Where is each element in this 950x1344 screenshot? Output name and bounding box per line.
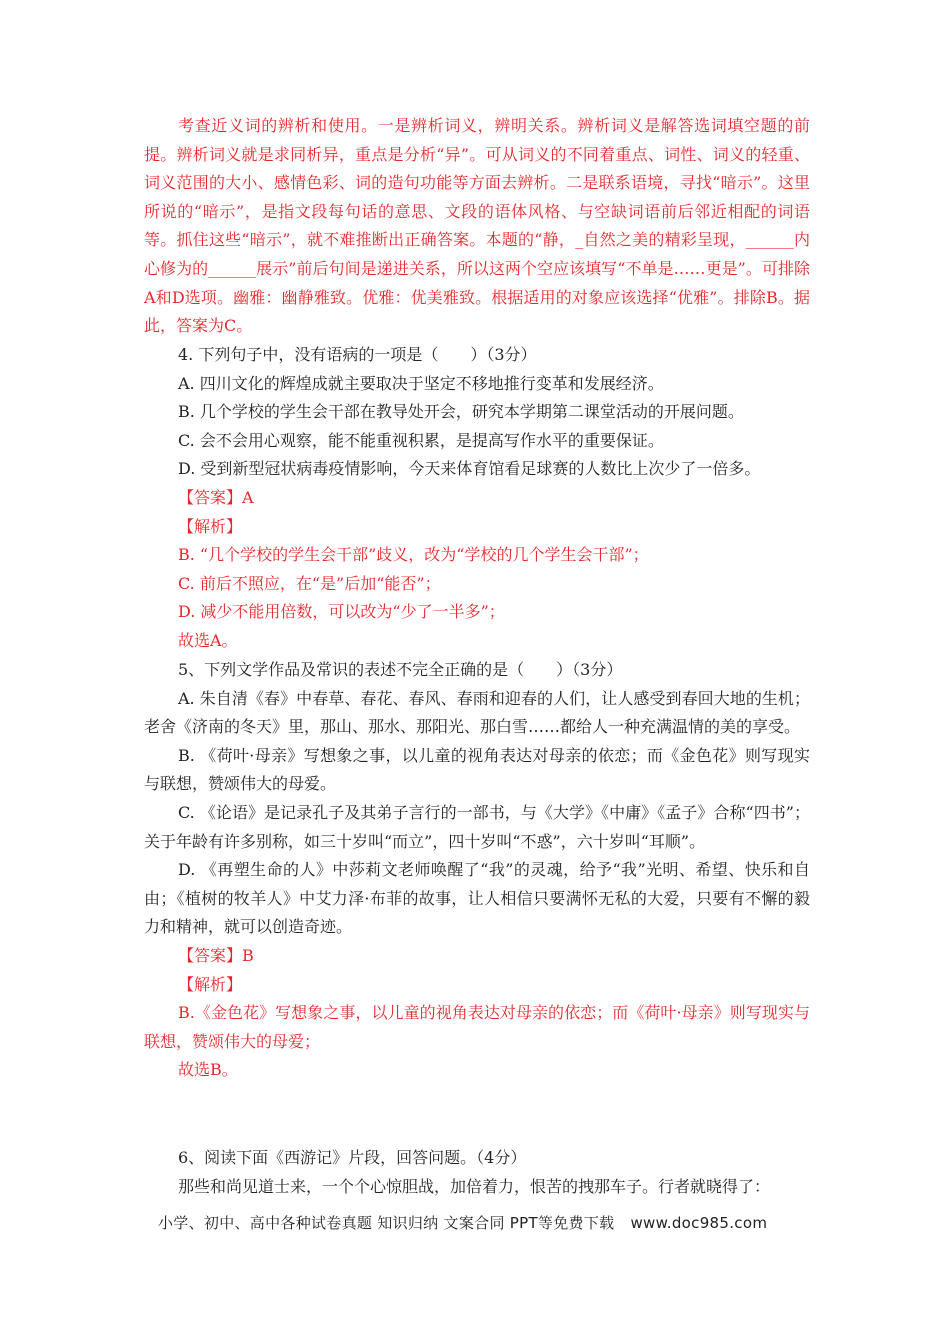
q4-option-a: A. 四川文化的辉煌成就主要取决于坚定不移地推行变革和发展经济。	[178, 373, 664, 393]
q4-stem: 4. 下列句子中，没有语病的一项是（ ）（3分）	[178, 345, 537, 364]
q4-analysis-label: 【解析】	[178, 516, 243, 536]
q5-option-a: A. 朱自清《春》中春草、春花、春风、春雨和迎春的人们，让人感受到春回大地的生机；老舍《济南的冬天》里，那山、那水、那阳光、那白雪……都给人一种充满温情的美的享受。	[144, 688, 810, 737]
q6-passage: 那些和尚见道士来，一个个心惊胆战，加倍着力，恨苦的拽那车子。行者就晓得了：	[178, 1176, 771, 1196]
q4-option-d: D. 受到新型冠状病毒疫情影响，今天来体育馆看足球赛的人数比上次少了一倍多。	[178, 459, 761, 479]
q4-answer: 【答案】A	[178, 487, 254, 507]
question-6	[144, 1144, 810, 1201]
footer-url[interactable]: www.doc985.com	[630, 1214, 768, 1232]
q5-option-d: D. 《再塑生命的人》中莎莉文老师唤醒了“我”的灵魂，给予“我”光明、希望、快乐和自由；《植树的牧羊人》中艾力泽·布菲的故事，让人相信只要满怀无私的大爱，只要有不懈的毅力和精神，就可以创造奇迹。	[144, 860, 810, 937]
q5-option-b: B. 《荷叶·母亲》写想象之事，以儿童的视角表达对母亲的依恋；而《金色花》则写现实与联想，赞颂伟大的母爱。	[144, 745, 810, 794]
q4-conclusion: 故选A。	[178, 630, 238, 650]
q4-analysis-d: D. 减少不能用倍数，可以改为“少了一半多”；	[178, 602, 505, 622]
q5-analysis-label: 【解析】	[178, 974, 243, 994]
q5-option-c: C. 《论语》是记录孔子及其弟子言行的一部书，与《大学》《中庸》《孟子》合称“四书”；关于年龄有许多别称，如三十岁叫“而立”，四十岁叫“不惑”，六十岁叫“耳顺”。	[144, 802, 810, 851]
q5-conclusion: 故选B。	[178, 1060, 238, 1080]
footer-text: 小学、初中、高中各种试卷真题 知识归纳 文案合同 PPT等免费下载	[158, 1214, 615, 1232]
question-5	[144, 656, 810, 1085]
q6-stem: 6、阅读下面《西游记》片段，回答问题。（4分）	[178, 1148, 527, 1167]
q5-stem: 5、下列文学作品及常识的表述不完全正确的是（ ）（3分）	[178, 660, 623, 679]
q5-analysis-b: B.《金色花》写想象之事，以儿童的视角表达对母亲的依恋；而《荷叶·母亲》则写现实与联想，赞颂伟大的母爱；	[144, 1003, 810, 1051]
q4-analysis-c: C. 前后不照应，在“是”后加“能否”；	[178, 573, 441, 593]
question-4	[144, 341, 810, 656]
q4-option-c: C. 会不会用心观察，能不能重视积累，是提高写作水平的重要保证。	[178, 430, 664, 450]
q4-analysis-b: B. “几个学校的学生会干部”歧义，改为“学校的几个学生会干部”；	[178, 545, 649, 565]
analysis-q3	[144, 112, 810, 341]
q4-option-b: B. 几个学校的学生会干部在教导处开会，研究本学期第二课堂活动的开展问题。	[178, 402, 744, 422]
page-footer	[158, 1212, 767, 1233]
analysis-q3-paragraph: 考查近义词的辨析和使用。一是辨析词义，辨明关系。辨析词义是解答选词填空题的前提。辨析词义就是求同析异，重点是分析“异”。可从词义的不同着重点、词性、词义的轻重、词义范围的大小、感情色彩、词的造句功能等方面去辨析。二是联系语境，寻找“暗示”。这里所说的“暗示”，是指文段每句话的意思、文段的语体风格、与空缺词语前后邻近相配的词语等。抓住这些“暗示”，就不难推断出正确答案。本题的“静，_自然之美的精彩呈现，______内心修为的______展示”前后句间是递进关系，所以这两个空应该填写“不单是……更是”。可排除A和D选项。幽雅：幽静雅致。优雅：优美雅致。根据适用的对象应该选择“优雅”。排除B。据此，答案为C。	[144, 116, 810, 336]
q5-answer: 【答案】B	[178, 945, 254, 965]
